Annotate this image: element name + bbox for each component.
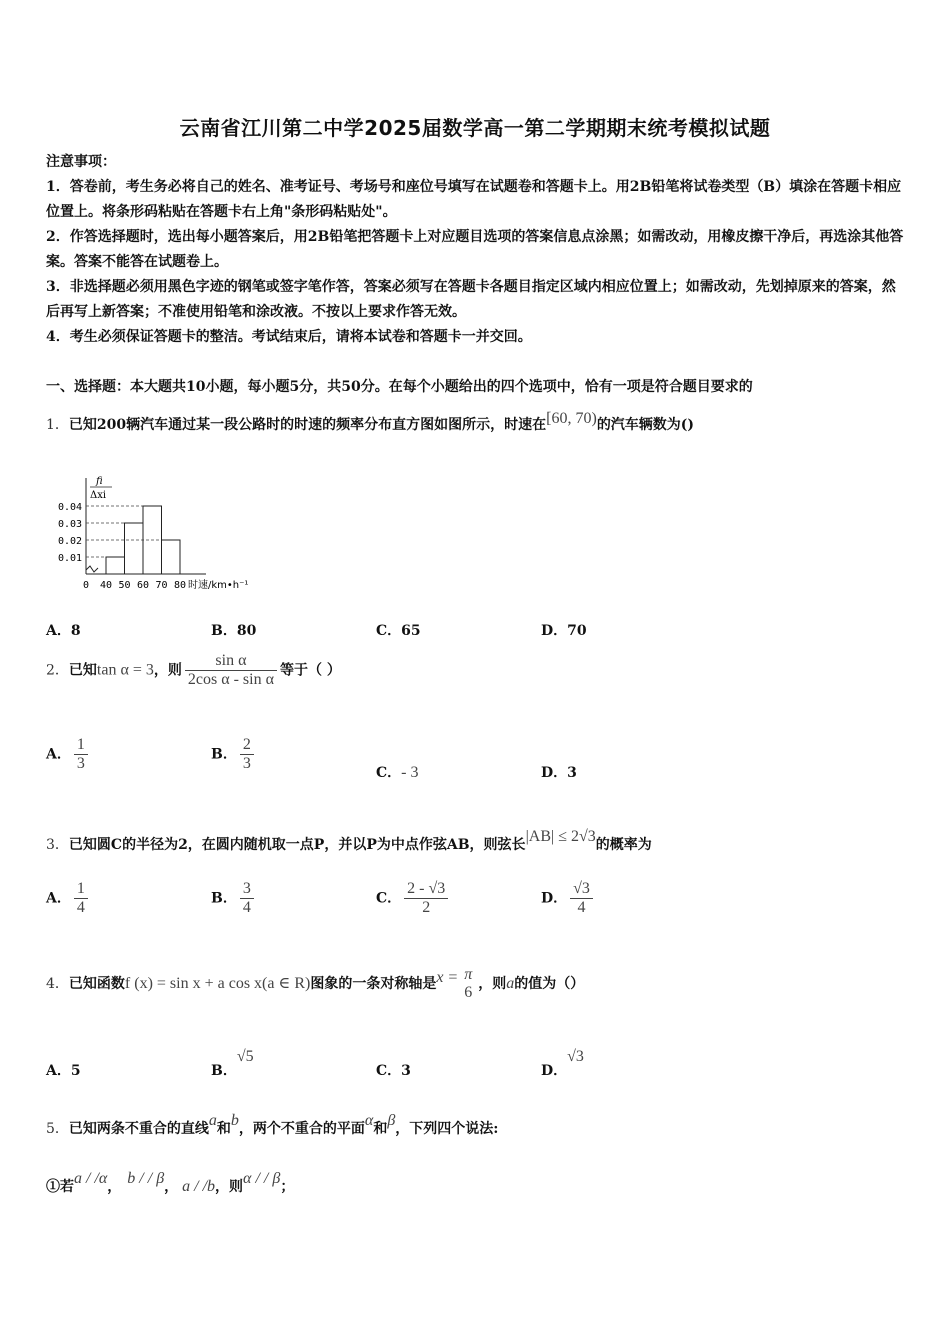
option-label: A． — [46, 746, 71, 763]
option-fraction — [74, 880, 88, 917]
question-text: 的汽车辆数为() — [596, 417, 695, 433]
fraction-numerator: 2 — [242, 736, 251, 753]
fraction-numerator: 2 - √3 — [407, 880, 446, 897]
option-value: - 3 — [401, 764, 419, 781]
option-fraction — [240, 880, 254, 917]
fraction-numerator: 1 — [76, 880, 85, 897]
question-text: 已知200辆汽车通过某一段公路时的时速的频率分布直方图如图所示，时速在 — [68, 417, 547, 433]
histogram-chart — [56, 470, 266, 590]
fraction-denominator: 2 — [404, 898, 448, 917]
option-b[interactable] — [211, 1048, 254, 1079]
option-fraction — [240, 736, 254, 773]
interval-formula: [60, 70) — [546, 410, 597, 427]
option-c[interactable] — [376, 762, 418, 782]
option-a[interactable] — [46, 880, 91, 917]
variable: β — [387, 1112, 396, 1129]
question-text: 等于（ ） — [279, 662, 341, 679]
option-a[interactable] — [46, 736, 91, 773]
axis-fraction — [461, 966, 475, 1002]
option-fraction — [570, 880, 593, 917]
question-text: 的值为（） — [514, 976, 585, 992]
note-item: 2．作答选择题时，选出每小题答案后，用2B铅笔把答题卡上对应题目选项的答案信息点涂黑；如需改动，用橡皮擦干净后，再选涂其他答案。答案不能答在试题卷上。 — [46, 229, 904, 270]
axis-formula: x = — [436, 969, 459, 986]
notes-heading: 注意事项： — [46, 154, 116, 170]
question-number: 2． — [46, 662, 69, 679]
option-a[interactable]: A．8 — [46, 623, 81, 639]
fraction-denominator: 4 — [240, 898, 254, 917]
question-text: ，则 — [153, 662, 182, 679]
question-1 — [46, 410, 695, 434]
option-label: B． — [211, 1063, 237, 1079]
question-text: ，下列四个说法: — [395, 1121, 499, 1137]
histogram-bar — [162, 540, 181, 574]
separator: ， — [164, 1179, 179, 1195]
condition-formula: a / /α — [74, 1170, 108, 1187]
note-item: 1．答卷前，考生务必将自己的姓名、准考证号、考场号和座位号填写在试题卷和答题卡上。用2B铅笔将试卷类型（B）填涂在答题卡相应位置上。将条形码粘贴在答题卡右上角"条形码粘贴处"。 — [46, 179, 902, 220]
question-text: 的概率为 — [595, 837, 652, 853]
option-label: A． — [46, 890, 71, 907]
option-fraction — [74, 736, 88, 773]
histogram-bar — [125, 523, 144, 574]
x-tick-label: 80 — [174, 580, 187, 590]
axis-break — [86, 566, 98, 572]
variable: b — [230, 1112, 239, 1129]
separator: ， — [107, 1179, 122, 1195]
question-text: ，则 — [478, 976, 507, 992]
y-tick-label: 0.04 — [58, 502, 83, 513]
question-number: 4． — [46, 976, 69, 992]
fraction-denominator: 6 — [464, 984, 473, 1001]
variable: α — [364, 1112, 374, 1129]
statement-1 — [46, 1170, 295, 1196]
question-3 — [46, 828, 652, 854]
question-5 — [46, 1112, 499, 1138]
fraction-numerator: 1 — [76, 736, 85, 753]
option-label: C． — [376, 1063, 402, 1079]
section-heading: 一、选择题：本大题共10小题，每小题5分，共50分。在每个小题给出的四个选项中，恰有一项是符合题目要求的 — [46, 379, 753, 395]
option-value: √3 — [567, 1048, 584, 1065]
question-text: 和 — [216, 1121, 231, 1137]
function-formula: f (x) = sin x + a cos x(a ∈ R) — [124, 975, 311, 992]
option-label: D． — [541, 1063, 568, 1079]
option-label: B． — [211, 890, 237, 907]
condition-formula: tan α = 3 — [96, 661, 154, 679]
y-label-numerator: fi — [96, 476, 103, 487]
question-text: 已知两条不重合的直线 — [68, 1121, 209, 1137]
y-tick-label: 0.03 — [58, 519, 83, 530]
fraction-formula — [185, 652, 277, 689]
fraction-denominator: 4 — [74, 898, 88, 917]
option-c[interactable] — [376, 1060, 411, 1080]
option-c[interactable] — [376, 880, 451, 917]
fraction-denominator: 2cos α - sin α — [185, 670, 277, 689]
option-label: C． — [376, 765, 402, 781]
question-text: 已知 — [68, 662, 97, 679]
variable: a — [208, 1112, 217, 1129]
y-label-denominator: Δxi — [90, 490, 107, 501]
notes — [46, 150, 908, 350]
option-b[interactable]: B．80 — [211, 623, 257, 639]
option-value: 3 — [401, 1063, 411, 1079]
fraction-denominator: 3 — [240, 754, 254, 773]
option-a[interactable] — [46, 1060, 81, 1080]
option-label: C． — [376, 890, 402, 907]
condition-formula: |AB| ≤ 2√3 — [525, 828, 596, 845]
option-d[interactable] — [541, 880, 596, 917]
option-b[interactable] — [211, 880, 257, 917]
x-tick-label: 70 — [155, 580, 168, 590]
option-label: B． — [211, 746, 237, 763]
note-item: 4．考生必须保证答题卡的整洁。考试结束后，请将本试卷和答题卡一并交回。 — [46, 329, 532, 345]
question-2 — [46, 652, 341, 689]
condition-formula: a / /b — [182, 1178, 216, 1195]
question-number: 5． — [46, 1121, 69, 1137]
exam-title: 云南省江川第二中学2025届数学高一第二学期期末统考模拟试题 — [179, 116, 771, 140]
x-tick-label: 60 — [137, 580, 150, 590]
condition-formula: α / / β — [243, 1170, 281, 1187]
x-tick-label: 0 — [83, 580, 90, 590]
option-d[interactable] — [541, 762, 577, 782]
question-text: ，两个不重合的平面 — [238, 1121, 365, 1137]
question-text: 已知圆C的半径为2，在圆内随机取一点P，并以P为中点作弦AB，则弦长 — [68, 837, 526, 853]
statement-text: ； — [280, 1179, 295, 1195]
statement-prefix: ①若 — [46, 1179, 74, 1195]
option-label: D． — [541, 765, 568, 781]
fraction-denominator: 3 — [74, 754, 88, 773]
variable: a — [506, 975, 515, 992]
x-axis-label: 时速/km•h⁻¹ — [188, 580, 249, 590]
option-d[interactable]: D．70 — [541, 623, 587, 639]
question-text: 图象的一条对称轴是 — [310, 976, 437, 992]
y-tick-label: 0.01 — [58, 553, 83, 564]
note-item: 3．非选择题必须用黑色字迹的钢笔或签字笔作答，答案必须写在答题卡各题目指定区域内相应位置上；如需改动，先划掉原来的答案，然后再写上新答案；不准使用铅笔和涂改液。不按以上要求作答无效。 — [46, 279, 896, 320]
option-fraction — [404, 880, 448, 917]
option-value: 3 — [567, 765, 577, 781]
option-b[interactable] — [211, 736, 257, 773]
x-tick-label: 40 — [100, 580, 113, 590]
x-tick-label: 50 — [118, 580, 131, 590]
option-d[interactable] — [541, 1048, 584, 1079]
histogram-bar — [106, 557, 125, 574]
fraction-numerator: 3 — [242, 880, 251, 897]
condition-formula: b / / β — [127, 1170, 165, 1187]
question-text: 和 — [373, 1121, 388, 1137]
question-number: 1． — [46, 417, 69, 433]
option-c[interactable]: C．65 — [376, 623, 421, 639]
question-number: 3． — [46, 837, 69, 853]
question-text: 已知函数 — [68, 976, 125, 992]
y-tick-label: 0.02 — [58, 536, 83, 547]
fraction-numerator: π — [464, 966, 473, 983]
option-label: D． — [541, 890, 568, 907]
fraction-denominator: 4 — [570, 898, 593, 917]
option-label: A． — [46, 1063, 71, 1079]
option-value: √5 — [236, 1048, 254, 1065]
fraction-numerator: sin α — [215, 652, 247, 669]
fraction-numerator: √3 — [573, 880, 590, 897]
question-4 — [46, 966, 584, 1002]
statement-text: ，则 — [215, 1179, 244, 1195]
option-value: 5 — [70, 1063, 81, 1079]
